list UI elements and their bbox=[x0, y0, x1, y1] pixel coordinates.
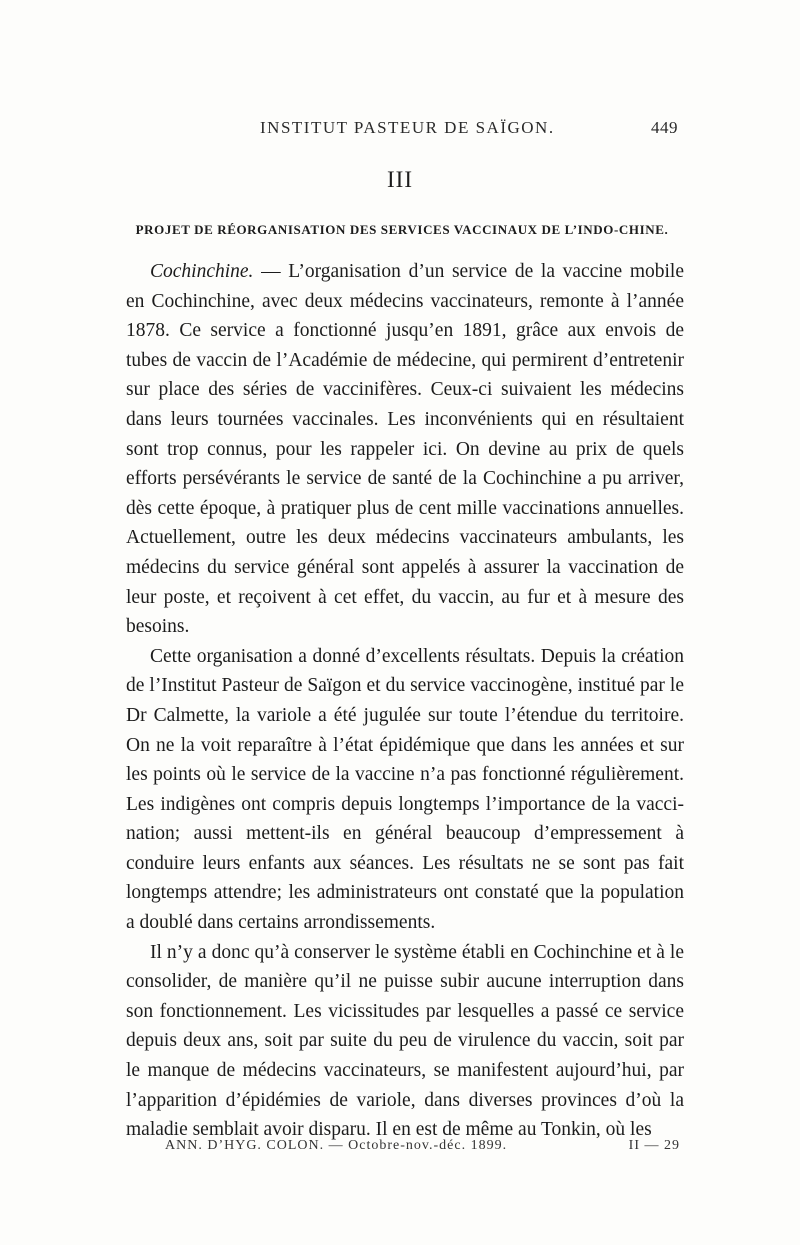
paragraph-lead: Cochinchine. bbox=[150, 261, 254, 282]
section-title: PROJET DE RÉORGANISATION DES SERVICES VACCINAUX DE L’INDO-CHINE. bbox=[135, 222, 669, 237]
body-text bbox=[126, 257, 684, 1145]
paragraph-3 bbox=[126, 938, 684, 1145]
page-number: 449 bbox=[651, 118, 678, 137]
running-title: INSTITUT PASTEUR DE SAÏGON. bbox=[260, 118, 555, 137]
paragraph-text: Cette organisation a donné d’excellents résultats. Depuis la création de l’Institut Pasteur de Saïgon et du service vaccinogène, institué par le Dr Calmette, la variole a été jugulée sur toute l’étendue du territoire. On ne la voit reparaître à l’état épidémique que dans les années et sur les points où le service de la vaccine n’a pas fonctionné régulièrement. Les indigènes ont compris depuis longtemps l’importance de la vaccination; aussi mettent-ils en général beaucoup d’empressement à conduire leurs enfants aux séances. Les résultats ne se sont pas fait longtemps attendre; les administrateurs ont constaté que la population a doublé dans certains arrondissements. bbox=[126, 645, 684, 934]
footer-citation: ANN. D’HYG. COLON. — Octobre-nov.-déc. 1899. bbox=[165, 1138, 508, 1153]
section-number: III bbox=[387, 167, 413, 192]
paragraph-1 bbox=[126, 257, 684, 642]
paragraph-2 bbox=[126, 642, 684, 938]
paragraph-text: — L’organisation d’un service de la vaccine mobile en Cochinchine, avec deux médecins vaccinateurs, remonte à l’année 1878. Ce service a fonctionné jusqu’en 1891, grâce aux envois de tubes de vaccin de l’Académie de médecine, qui permirent d’entretenir sur place des séries de vaccinifères. Ceux-ci suivaient les médecins dans leurs tournées vaccinales. Les inconvénients qui en résultaient sont trop connus, pour les rappeler ici. On devine au prix de quels efforts persévérants le service de santé de la Cochinchine a pu arriver, dès cette époque, à pratiquer plus de cent mille vaccinations annuelles. Actuellement, outre les deux médecins vaccinateurs ambulants, les médecins du service général sont appelés à assurer la vaccination de leur poste, et reçoivent à cet effet, du vaccin, au fur et à mesure des besoins. bbox=[126, 261, 684, 638]
footer bbox=[165, 1138, 680, 1154]
footer-signature: II — 29 bbox=[628, 1138, 680, 1153]
paragraph-text: Il n’y a donc qu’à conserver le système établi en Cochinchine et à le consolider, de manière qu’il ne puisse subir aucune interruption dans son fonctionnement. Les vicissitudes par lesquelles a passé ce service depuis deux ans, soit par suite du peu de virulence du vaccin, soit par le manque de médecins vaccinateurs, se manifestent aujourd’hui, par l’apparition d’épidémies de variole, dans diverses provinces d’où la maladie semblait avoir disparu. Il en est de même au Tonkin, où les bbox=[126, 941, 684, 1141]
